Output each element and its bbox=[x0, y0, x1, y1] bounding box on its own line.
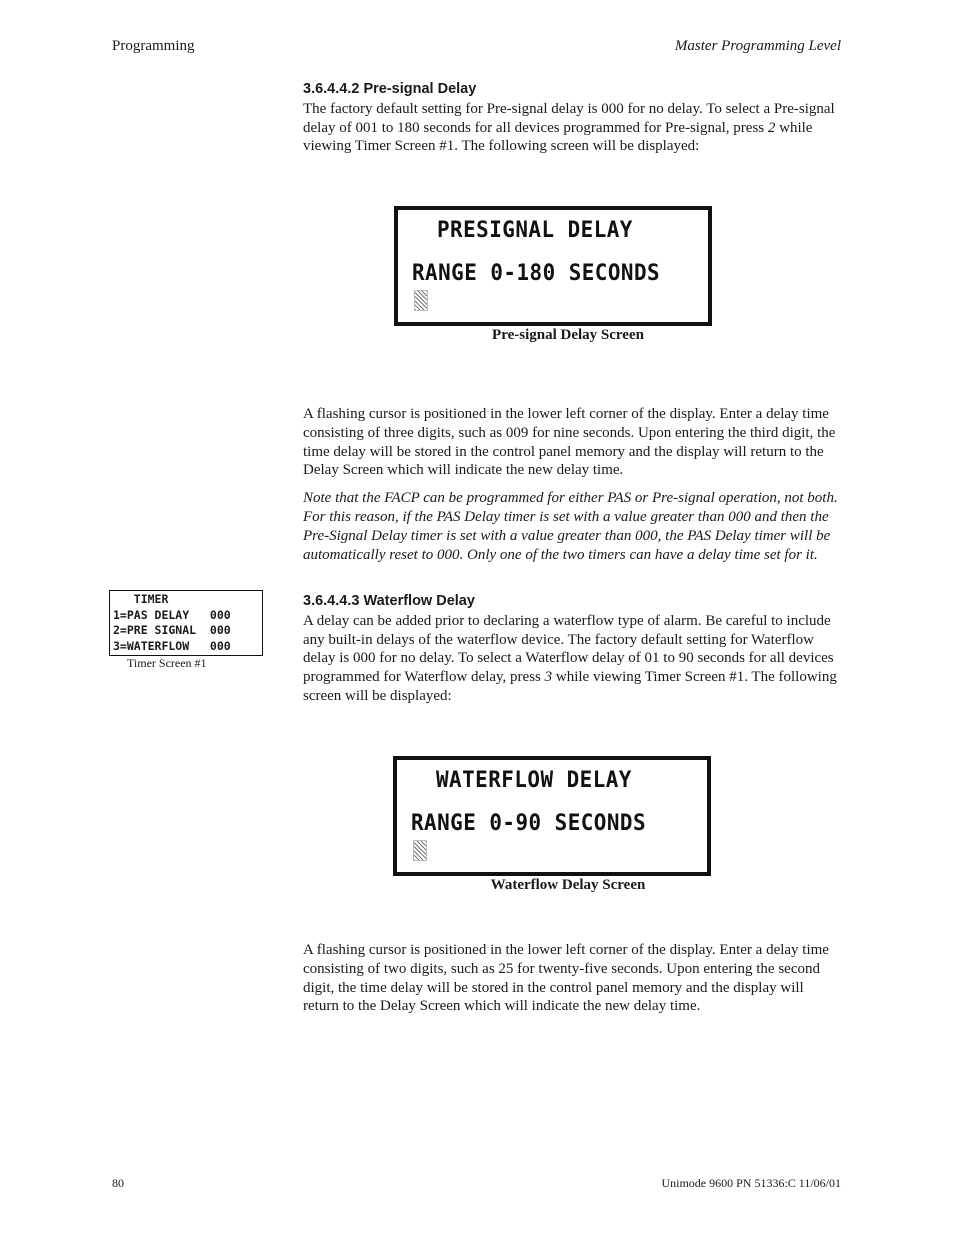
presignal-paragraph-2: A flashing cursor is positioned in the lower left corner of the display. Enter a delay time consisting of three digits, such as 009 for nine seconds. Upon entering the third digit, the time delay will be stored in the control panel memory and the display will return to the Delay Screen which will indicate the new delay time. bbox=[303, 406, 836, 479]
timer-screen-caption: Timer Screen #1 bbox=[127, 656, 207, 670]
header-section-name: Programming bbox=[112, 38, 195, 54]
timer-screen-1 bbox=[109, 590, 263, 656]
timer-line: 3=WATERFLOW 000 bbox=[113, 638, 231, 653]
waterflow-body bbox=[303, 941, 843, 1016]
presignal-delay-screen bbox=[394, 206, 712, 326]
document-id: Unimode 9600 PN 51336:C 11/06/01 bbox=[661, 1176, 841, 1190]
presignal-paragraph-1: The factory default setting for Pre-signal delay is 000 for no delay. To select a Pre-signal delay of 001 to 180 seconds for all devices programmed for Pre-signal, press 2 while viewing Timer Screen #1. The following screen will be displayed: bbox=[303, 100, 835, 155]
timer-line: 2=PRE SIGNAL 000 bbox=[113, 623, 231, 637]
header-level-name: Master Programming Level bbox=[674, 38, 841, 54]
key-2: 2 bbox=[767, 119, 776, 136]
waterflow-delay-screen bbox=[393, 756, 711, 876]
waterflow-paragraph-2: A flashing cursor is positioned in the lower left corner of the display. Enter a delay time consisting of two digits, such as 25 for twenty-five seconds. Upon entering the second digit, the time delay will be stored in the control panel memory and the display will return to the Delay Screen which will indicate the new delay time. bbox=[303, 942, 829, 1015]
section-waterflow-intro bbox=[303, 592, 843, 706]
presignal-note: Note that the FACP can be programmed for either PAS or Pre-signal operation, not both. For this reason, if the PAS Delay timer is set with a value greater than 000 and then the Pre-Signal Delay timer is set with a value greater than 000, the PAS Delay timer will be automatically reset to 000. Only one of the two timers can have a delay time set for it. bbox=[303, 490, 838, 563]
waterflow-paragraph-1: A delay can be added prior to declaring a waterflow type of alarm. Be careful to include any built-in delays of the waterflow device. The factory default setting for Waterflow delay is 000 for no delay. To select a Waterflow delay of 01 to 90 seconds for all devices programmed for Waterflow delay, press 3 while viewing Timer Screen #1. The following screen will be displayed: bbox=[303, 612, 837, 704]
section-title-presignal: 3.6.4.4.2 Pre-signal Delay bbox=[303, 81, 477, 97]
page-number: 80 bbox=[112, 1176, 124, 1190]
lcd-line-2: RANGE 0-90 SECONDS bbox=[411, 811, 647, 836]
lcd-line-1: PRESIGNAL DELAY bbox=[437, 218, 633, 243]
presignal-screen-caption: Pre-signal Delay Screen bbox=[492, 327, 644, 343]
lcd-line-1: WATERFLOW DELAY bbox=[436, 768, 632, 793]
lcd-line-2: RANGE 0-180 SECONDS bbox=[412, 261, 661, 286]
flashing-cursor bbox=[414, 290, 428, 311]
presignal-body bbox=[303, 405, 843, 564]
waterflow-screen-caption: Waterflow Delay Screen bbox=[490, 877, 646, 893]
section-presignal-intro bbox=[303, 80, 843, 156]
section-title-waterflow: 3.6.4.4.3 Waterflow Delay bbox=[303, 593, 475, 609]
key-3: 3 bbox=[544, 669, 553, 686]
timer-line: TIMER bbox=[113, 592, 169, 606]
flashing-cursor bbox=[413, 840, 427, 861]
timer-line: 1=PAS DELAY 000 bbox=[113, 607, 231, 622]
